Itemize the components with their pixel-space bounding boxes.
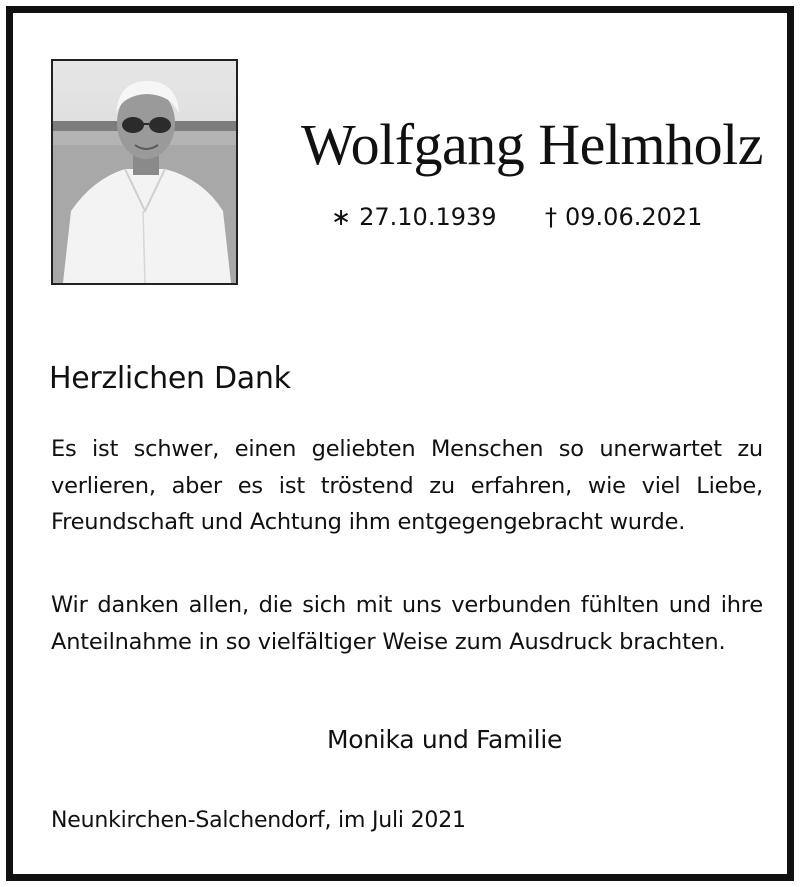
thanks-paragraph-2: Wir danken allen, die sich mit uns verbunden fühlten und ihre Anteilnahme in so vielfältiger Weise zum Ausdruck brachten. [51,592,763,655]
birth-date: 27.10.1939 [359,203,497,231]
place-date: Neunkirchen-Salchendorf, im Juli 2021 [51,808,466,833]
birth-date-line [331,203,497,231]
signature: Monika und Familie [327,725,563,754]
portrait-photo [51,59,238,285]
cross-icon: † [545,203,557,231]
death-date: 09.06.2021 [565,203,703,231]
portrait-image [53,61,236,283]
notice-frame [6,6,794,881]
deceased-name: Wolfgang Helmholz [301,112,763,177]
death-date-line [545,203,702,231]
thanks-paragraph-1: Es ist schwer, einen geliebten Menschen so unerwartet zu verlieren, aber es ist tröstend zu erfahren, wie viel Liebe, Freundschaft und Achtung ihm entgegengebracht wurde. [51,436,763,535]
thanks-heading: Herzlichen Dank [49,361,291,396]
asterisk-icon: ∗ [331,203,352,231]
